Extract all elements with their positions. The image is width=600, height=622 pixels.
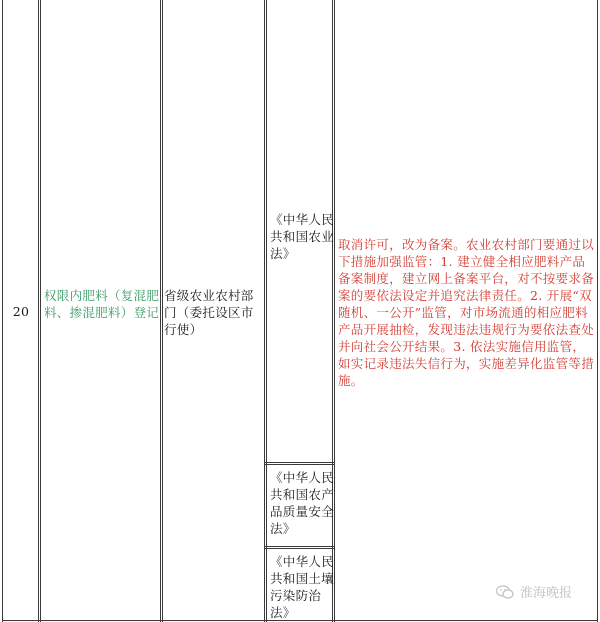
watermark xyxy=(496,582,572,601)
law-soil-pollution: 《中华人民共和国土壤污染防治法》 xyxy=(270,554,335,620)
column-divider-1 xyxy=(38,0,41,622)
law-product-quality: 《中华人民共和国农产品质量安全法》 xyxy=(270,470,335,536)
law-row-divider-2 xyxy=(264,546,334,549)
watermark-text: 淮海晚报 xyxy=(520,586,573,601)
table-border-left xyxy=(2,0,3,622)
row-number: 20 xyxy=(12,304,30,319)
law-row-divider-1 xyxy=(264,462,334,465)
wechat-icon xyxy=(496,585,514,599)
table-border-right xyxy=(597,0,598,622)
supervision-measures: 取消许可，改为备案。农业农村部门要通过以下措施加强监管：1. 建立健全相应肥料产品备案制度，建立网上备案平台，对不按要求备案的要依法设定并追究法律责任。2. 开展“双随机、一公开”监管，对市场流通的相应肥料产品开展抽检，发现违法违规行为要依法查处并向社会公开结果。3. 依法实施信用监管，如实记录违法失信行为，实施差异化监管等措施。 xyxy=(338,237,595,388)
column-divider-2 xyxy=(160,0,163,622)
column-divider-3 xyxy=(264,0,267,622)
item-name: 权限内肥料（复混肥料、掺混肥料）登记 xyxy=(44,288,160,320)
department: 省级农业农村部门（委托设区市行使） xyxy=(164,288,254,337)
law-agriculture: 《中华人民共和国农业法》 xyxy=(270,212,335,261)
